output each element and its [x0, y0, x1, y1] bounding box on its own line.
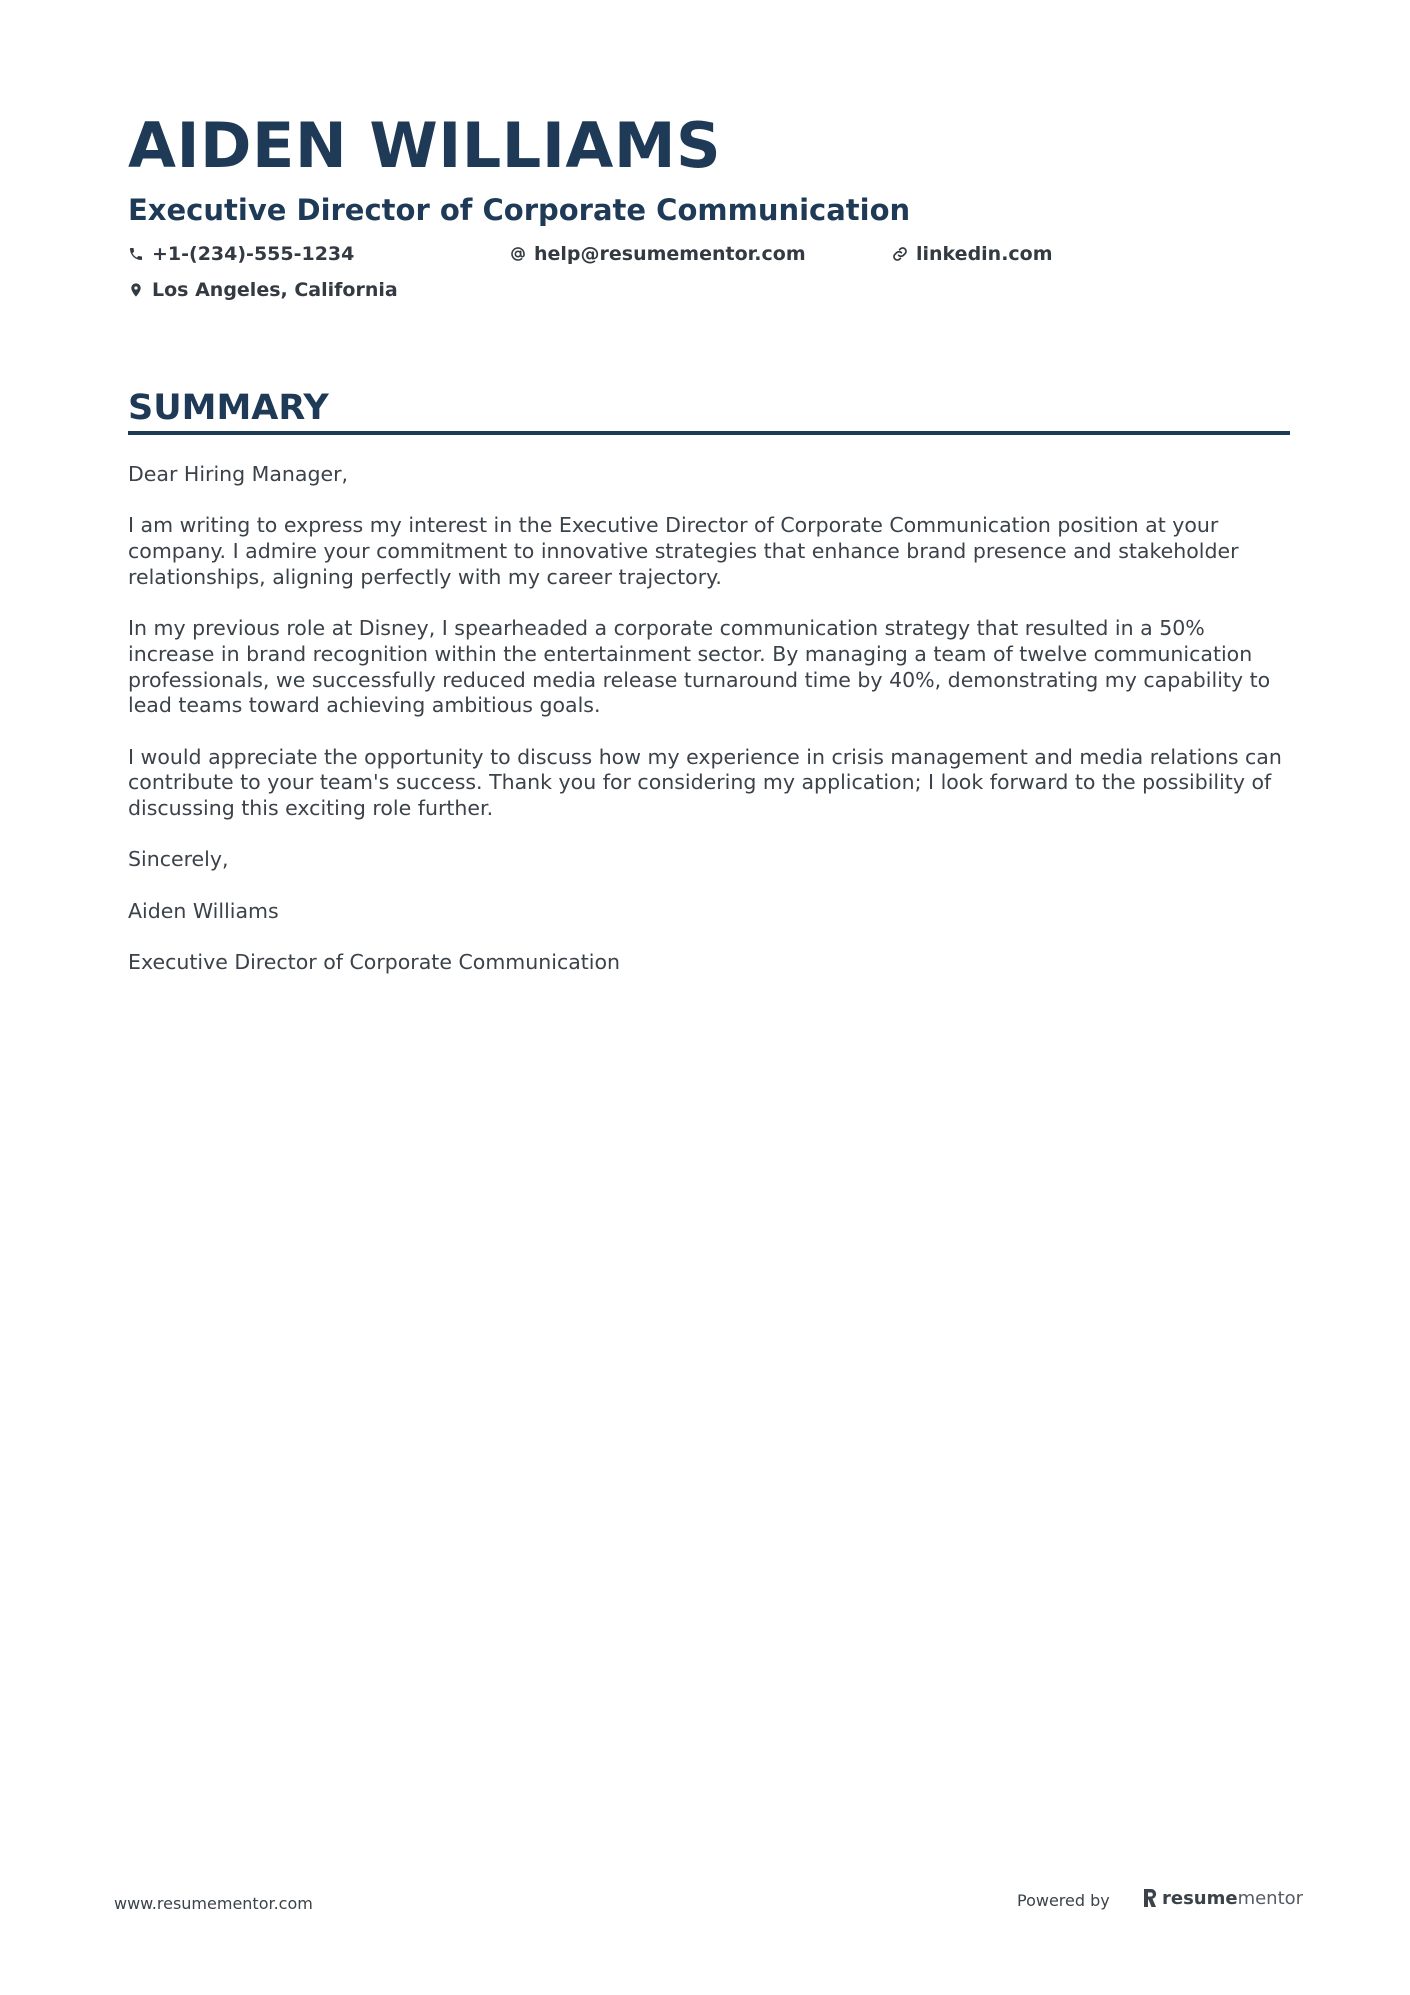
brand-wordmark-part2: mentor: [1237, 1887, 1304, 1909]
letter-paragraph: In my previous role at Disney, I spearheaded a corporate communication strategy that resulted in a 50% increase in brand recognition within the entertainment sector. By managing a team of twelve communication professionals, we successfully reduced media release turnaround time by 40%, demonstrating my capability to lead teams toward achieving ambitious goals.: [128, 616, 1271, 718]
applicant-title: Executive Director of Corporate Communication: [128, 193, 911, 227]
brand-wordmark: [1162, 1888, 1303, 1909]
powered-by-label: Powered by: [1017, 1891, 1110, 1910]
at-icon: [510, 246, 526, 262]
phone-text: +1-(234)-555-1234: [152, 243, 355, 265]
section-divider: [128, 431, 1290, 435]
resumementor-logo-icon: [1142, 1887, 1158, 1909]
contact-link: [892, 241, 1053, 267]
contact-email: [510, 241, 806, 267]
email-text[interactable]: help@resumementor.com: [534, 243, 806, 265]
closing: Sincerely,: [128, 847, 229, 872]
signature-name: Aiden Williams: [128, 898, 279, 923]
signature-title: Executive Director of Corporate Communication: [128, 950, 621, 975]
contact-location: [128, 277, 398, 303]
link-text[interactable]: linkedin.com: [916, 243, 1053, 265]
letter-body: [128, 462, 1290, 1002]
letter-paragraph: I would appreciate the opportunity to discuss how my experience in crisis management and media relations can contribute to your team's success. Thank you for considering my application; I look forward to the possibility of discussing this exciting role further.: [128, 744, 1282, 821]
phone-icon: [128, 246, 144, 262]
location-pin-icon: [128, 282, 144, 298]
salutation: Dear Hiring Manager,: [128, 462, 349, 486]
letter-paragraph: I am writing to express my interest in the Executive Director of Corporate Communication position at your company. I admire your commitment to innovative strategies that enhance brand presence and stakeholder relationships, aligning perfectly with my career trajectory.: [128, 513, 1239, 589]
link-icon: [892, 246, 908, 262]
location-text: Los Angeles, California: [152, 279, 398, 301]
footer-website[interactable]: www.resumementor.com: [114, 1894, 313, 1913]
brand-logo[interactable]: [1142, 1887, 1303, 1909]
brand-wordmark-part1: resume: [1162, 1887, 1238, 1909]
contact-phone: [128, 241, 354, 267]
applicant-name: AIDEN WILLIAMS: [128, 109, 722, 182]
summary-heading: SUMMARY: [128, 388, 329, 428]
